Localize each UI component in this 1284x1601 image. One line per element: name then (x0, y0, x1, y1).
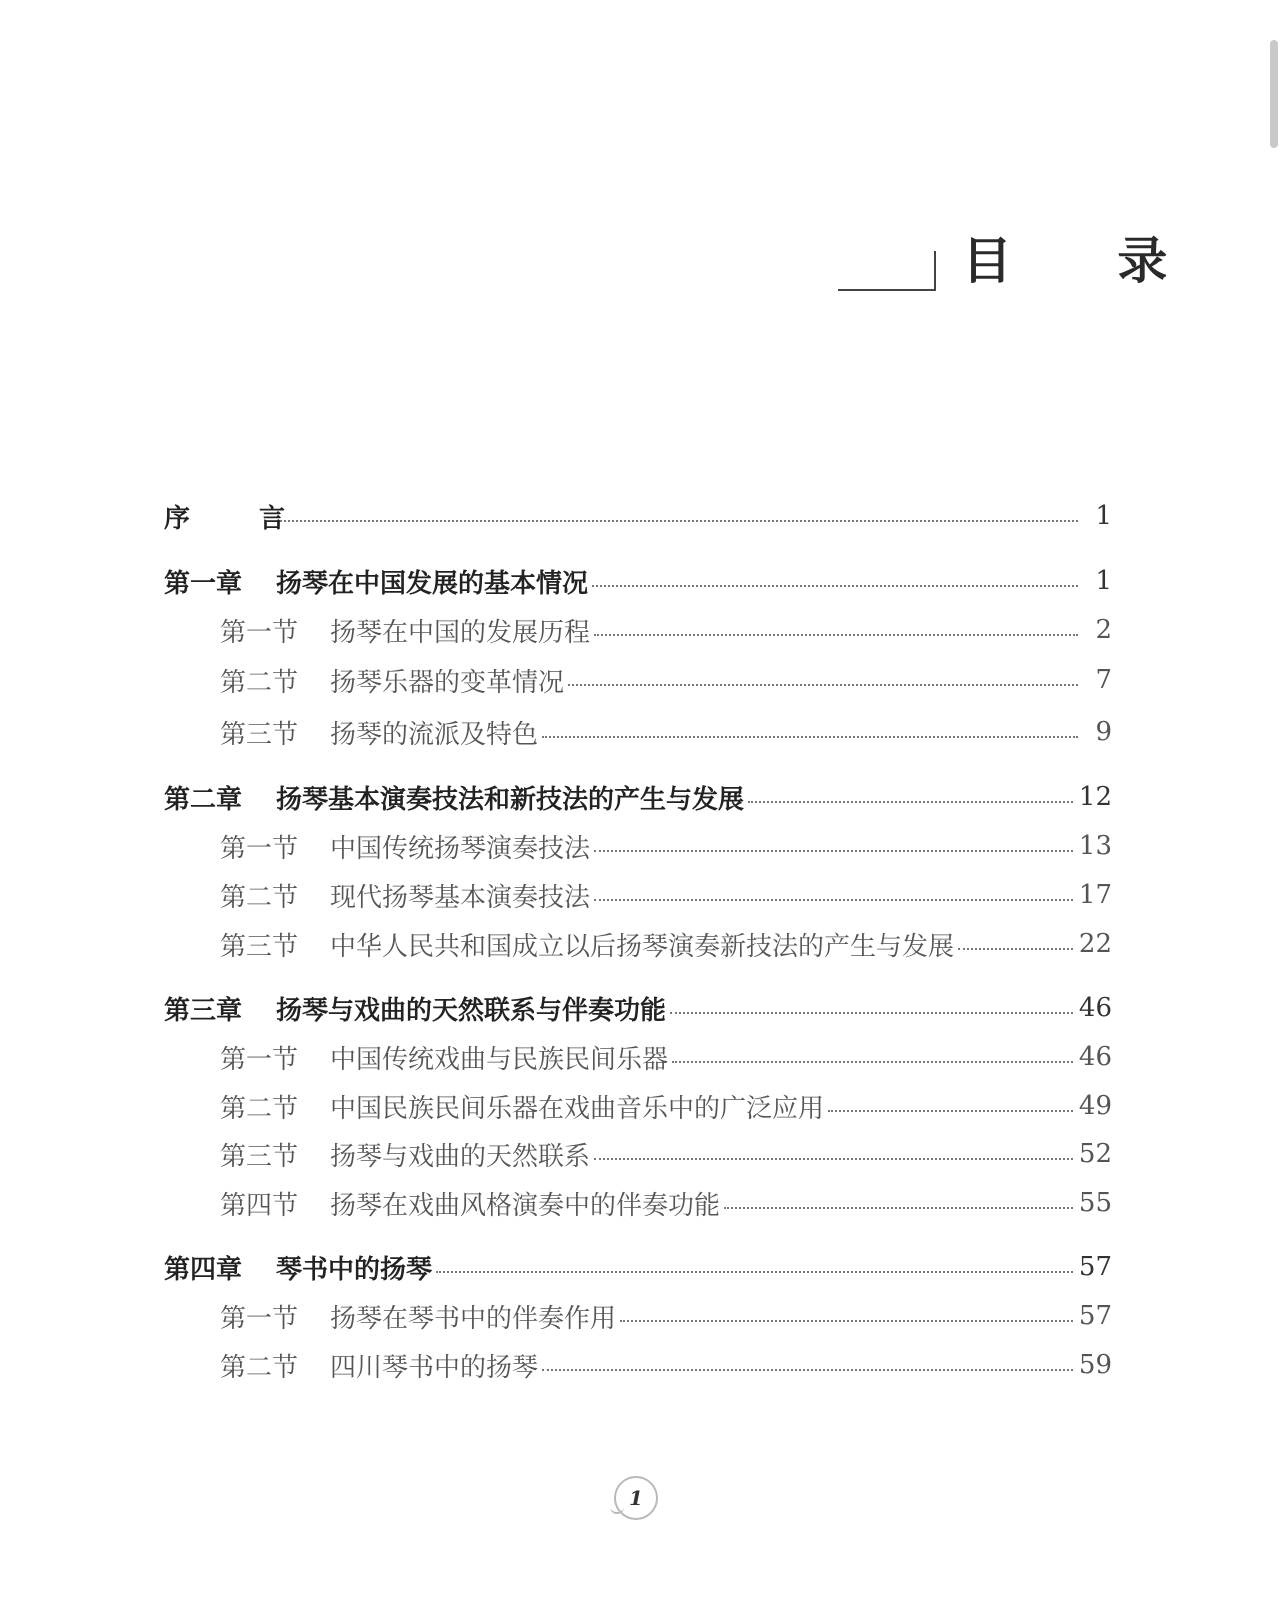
toc-entry-title: 扬琴基本演奏技法和新技法的产生与发展 (276, 784, 745, 815)
toc-entry-page: 2 (1095, 615, 1112, 645)
toc-entry-title: 中华人民共和国成立以后扬琴演奏新技法的产生与发展 (330, 931, 955, 962)
dot-leader (280, 520, 1078, 522)
toc-entry-title: 扬琴与戏曲的天然联系与伴奏功能 (276, 995, 667, 1026)
dot-leader (958, 948, 1073, 950)
dot-leader (620, 1320, 1073, 1322)
dot-leader (828, 1110, 1073, 1112)
toc-entry-page: 12 (1078, 782, 1112, 812)
toc-entry-label: 第三节 (220, 931, 299, 962)
toc-entry-page: 22 (1078, 929, 1112, 959)
toc-entry-page: 49 (1078, 1091, 1112, 1121)
toc-entry-label: 第三节 (220, 1141, 299, 1172)
toc-entry-label: 第一节 (220, 833, 299, 864)
toc-entry-title: 四川琴书中的扬琴 (330, 1352, 539, 1383)
toc-entry-label: 第二章 (164, 784, 243, 815)
toc-entry-page: 9 (1095, 717, 1112, 747)
toc-entry-section[interactable] (220, 660, 1112, 700)
toc-entry-section[interactable] (220, 1134, 1112, 1174)
toc-entry-page: 17 (1078, 880, 1112, 910)
toc-entry-title: 现代扬琴基本演奏技法 (330, 882, 591, 913)
toc-entry-page: 57 (1078, 1301, 1112, 1331)
dot-leader (594, 899, 1073, 901)
toc-entry-label: 第四节 (220, 1190, 299, 1221)
toc-entry-title: 中国传统扬琴演奏技法 (330, 833, 591, 864)
toc-entry-page: 1 (1095, 566, 1112, 596)
toc-entry-label: 序 言 (164, 503, 316, 534)
toc-entry-preface[interactable] (164, 496, 1112, 536)
page-title: 目 录 (962, 231, 1212, 290)
dot-leader (592, 585, 1078, 587)
toc-entry-section[interactable] (220, 1296, 1112, 1336)
scrollbar-thumb[interactable] (1270, 40, 1278, 148)
dot-leader (542, 736, 1078, 738)
dot-leader (594, 634, 1078, 636)
toc-entry-title: 中国传统戏曲与民族民间乐器 (330, 1044, 669, 1075)
toc-entry-page: 13 (1078, 831, 1112, 861)
toc-entry-section[interactable] (220, 1183, 1112, 1223)
toc-entry-section[interactable] (220, 712, 1112, 752)
toc-entry-section[interactable] (220, 924, 1112, 964)
toc-entry-label: 第三节 (220, 719, 299, 750)
badge-swirl-ornament (610, 1504, 624, 1514)
title-tick (934, 251, 936, 291)
dot-leader (670, 1012, 1073, 1014)
dot-leader (748, 801, 1073, 803)
page-number: 1 (629, 1486, 643, 1510)
toc-entry-label: 第三章 (164, 995, 243, 1026)
toc-entry-label: 第一节 (220, 617, 299, 648)
title-rule (838, 289, 936, 291)
toc-entry-chapter-2[interactable] (164, 777, 1112, 817)
toc-entry-page: 46 (1078, 1042, 1112, 1072)
toc-entry-chapter-1[interactable] (164, 561, 1112, 601)
toc-entry-chapter-3[interactable] (164, 988, 1112, 1028)
dot-leader (724, 1207, 1073, 1209)
toc-entry-label: 第四章 (164, 1254, 243, 1285)
toc-entry-label: 第一节 (220, 1303, 299, 1334)
toc-entry-page: 57 (1078, 1252, 1112, 1282)
toc-entry-page: 46 (1078, 993, 1112, 1023)
toc-entry-title: 扬琴在琴书中的伴奏作用 (330, 1303, 617, 1334)
toc-entry-section[interactable] (220, 875, 1112, 915)
toc-entry-page: 59 (1078, 1350, 1112, 1380)
toc-entry-section[interactable] (220, 1345, 1112, 1385)
dot-leader (436, 1271, 1073, 1273)
toc-entry-label: 第二节 (220, 882, 299, 913)
toc-entry-title: 琴书中的扬琴 (276, 1254, 433, 1285)
toc-entry-label: 第一章 (164, 568, 243, 599)
dot-leader (594, 1158, 1073, 1160)
toc-entry-label: 第一节 (220, 1044, 299, 1075)
toc-entry-section[interactable] (220, 1086, 1112, 1126)
toc-entry-title: 扬琴与戏曲的天然联系 (330, 1141, 591, 1172)
toc-entry-title: 中国民族民间乐器在戏曲音乐中的广泛应用 (330, 1093, 825, 1124)
toc-entry-section[interactable] (220, 1037, 1112, 1077)
toc-entry-title: 扬琴乐器的变革情况 (330, 667, 565, 698)
toc-entry-title: 扬琴在中国的发展历程 (330, 617, 591, 648)
toc-entry-chapter-4[interactable] (164, 1247, 1112, 1287)
toc-entry-label: 第二节 (220, 1352, 299, 1383)
toc-entry-section[interactable] (220, 826, 1112, 866)
toc-entry-page: 52 (1078, 1139, 1112, 1169)
dot-leader (594, 850, 1073, 852)
dot-leader (672, 1061, 1073, 1063)
toc-entry-title: 扬琴在戏曲风格演奏中的伴奏功能 (330, 1190, 721, 1221)
toc-entry-section[interactable] (220, 610, 1112, 650)
toc-entry-page: 55 (1078, 1188, 1112, 1218)
toc-entry-label: 第二节 (220, 1093, 299, 1124)
toc-entry-page: 7 (1095, 665, 1112, 695)
toc-entry-label: 第二节 (220, 667, 299, 698)
page-number-badge (614, 1476, 658, 1520)
dot-leader (568, 684, 1078, 686)
toc-entry-title: 扬琴在中国发展的基本情况 (276, 568, 589, 599)
toc-entry-title: 扬琴的流派及特色 (330, 719, 539, 750)
toc-entry-page: 1 (1095, 501, 1112, 531)
dot-leader (542, 1369, 1073, 1371)
